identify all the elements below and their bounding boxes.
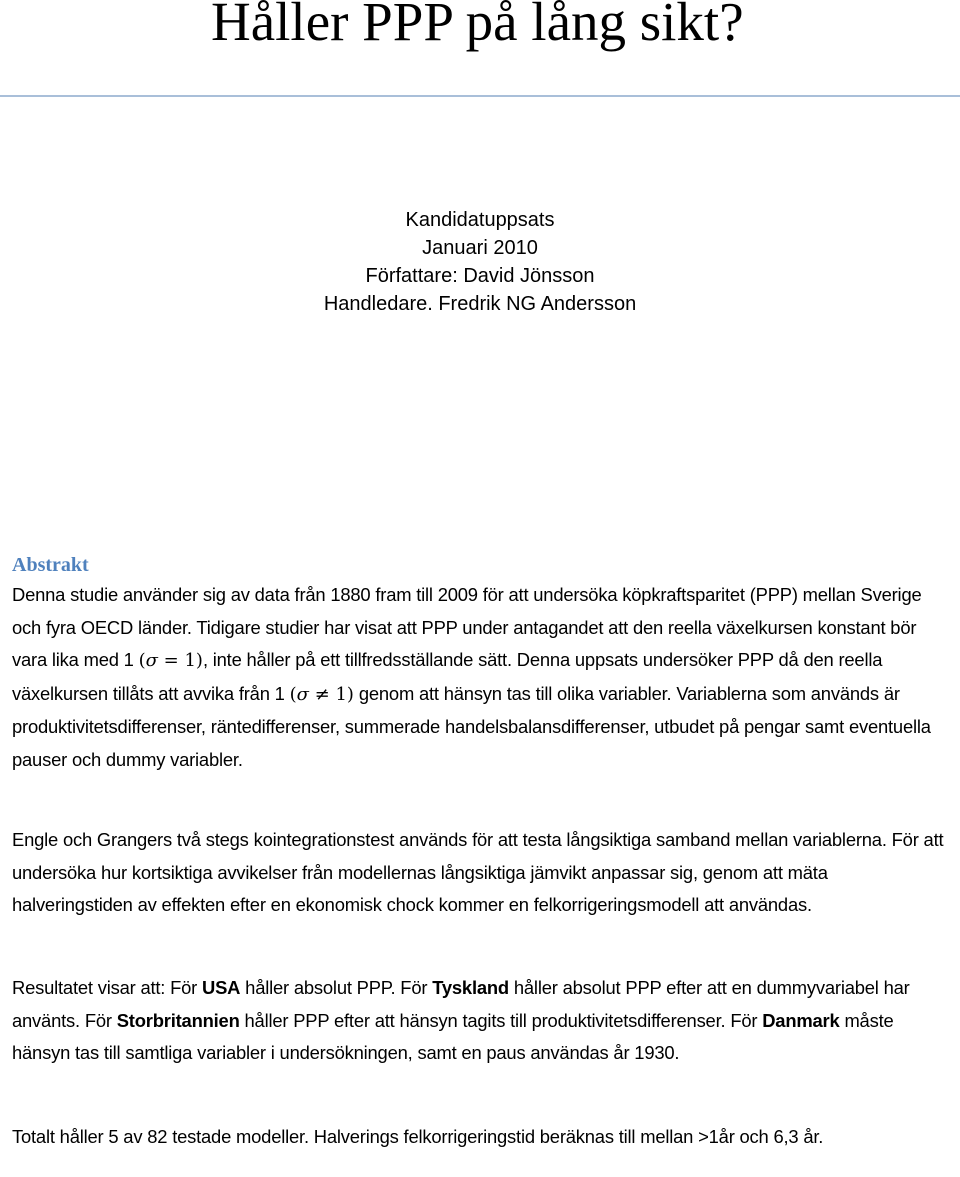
country-tyskland: Tyskland bbox=[432, 977, 509, 998]
supervisor: Handledare. Fredrik NG Andersson bbox=[323, 293, 637, 315]
abstract-paragraph-3 bbox=[12, 972, 947, 1070]
text-span: måste hänsyn tas till samtliga variabler i undersökningen, samt en paus användas år 1930. bbox=[12, 1009, 894, 1063]
math-sigma: σ bbox=[145, 650, 158, 671]
math-paren: ( bbox=[289, 683, 297, 705]
country-usa: USA bbox=[202, 977, 241, 998]
paragraph-text: Engle och Grangers två stegs kointegrationstest används för att testa långsiktiga samband mellan variablerna. För att undersöka hur kortsiktiga avvikelser från modellernas långsiktiga jämvikt anpassar sig, genom att mäta halveringstiden av effekten efter en ekonomisk chock kommer en felkorrigeringsmodell att användas. bbox=[12, 829, 944, 915]
text-span: håller absolut PPP. För bbox=[240, 977, 433, 998]
abstract-heading: Abstrakt bbox=[12, 554, 89, 576]
text-span: håller PPP efter att hänsyn tagits till produktivitetsdifferenser. För bbox=[239, 1009, 763, 1031]
country-danmark: Danmark bbox=[762, 1009, 840, 1031]
author: Författare: David Jönsson bbox=[365, 265, 595, 287]
date: Januari 2010 bbox=[422, 237, 538, 259]
abstract-paragraph-4 bbox=[12, 1121, 947, 1154]
text-span: genom att hänsyn tas till olika variabler. Variablerna som används är produktivitetsdifferenser, räntedifferenser, summerade handelsbalansdifferenser, utbudet på pengar samt eventuella pauser och dummy variabler. bbox=[12, 682, 931, 770]
abstract-paragraph-2 bbox=[12, 824, 947, 922]
country-storbritannien: Storbritannien bbox=[116, 1009, 240, 1031]
math-sigma-not-equals-one bbox=[290, 684, 354, 705]
text-span: Resultatet visar att: För bbox=[12, 977, 203, 998]
math-sigma: σ bbox=[296, 683, 309, 705]
text-span: Denna studie använder sig av data från 1880 fram till 2009 för att undersöka köpkraftsparitet (PPP) mellan Sverige och fyra OECD länder. Tidigare studier har visat att PPP under antagandet att den reella växelkursen konstant bör vara lika med 1 bbox=[12, 584, 922, 670]
math-sigma-equals-one bbox=[139, 650, 203, 671]
title-underline bbox=[0, 95, 960, 97]
math-paren: ( bbox=[138, 650, 146, 671]
text-span: , inte håller på ett tillfredsställande sätt. Denna uppsats undersöker PPP då den reella växelkursen tillåts att avvika från 1 bbox=[12, 649, 883, 704]
text-span: håller absolut PPP efter att en dummyvariabel har använts. För bbox=[12, 977, 910, 1031]
math-rest: ≠ 1) bbox=[308, 683, 354, 705]
document-title: Håller PPP på lång sikt? bbox=[211, 0, 744, 52]
thesis-type: Kandidatuppsats bbox=[405, 209, 555, 231]
math-rest: = 1) bbox=[157, 650, 203, 671]
cover-info bbox=[0, 206, 960, 318]
paragraph-text: Totalt håller 5 av 82 testade modeller. Halverings felkorrigeringstid beräknas till mellan >1år och 6,3 år. bbox=[12, 1126, 824, 1147]
abstract-paragraph-1 bbox=[12, 579, 947, 776]
